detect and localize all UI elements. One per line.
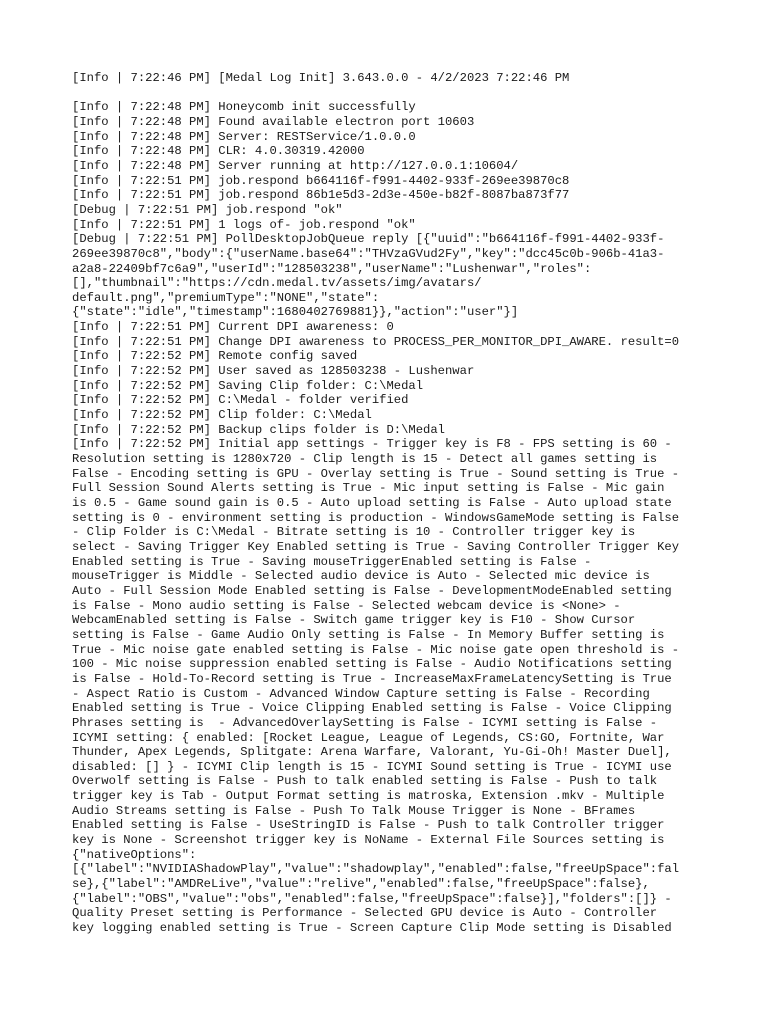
log-line-init: [Info | 7:22:46 PM] [Medal Log Init] 3.643.0.0 - 4/2/2023 7:22:46 PM [72, 71, 570, 85]
log-line: [Info | 7:22:52 PM] Backup clips folder is D:\Medal [72, 422, 445, 437]
log-line: [Info | 7:22:51 PM] Current DPI awareness: 0 [72, 320, 394, 335]
blank-line [72, 86, 702, 101]
log-line: [Info | 7:22:48 PM] Server running at http://127.0.0.1:10604/ [72, 158, 519, 173]
log-line: [Info | 7:22:48 PM] CLR: 4.0.30319.42000 [72, 144, 365, 159]
log-line: [Info | 7:22:51 PM] job.respond b664116f-f991-4402-933f-269ee39870c8 [72, 173, 570, 188]
log-line: [Debug | 7:22:51 PM] job.respond "ok" [72, 202, 343, 217]
log-line: [Info | 7:22:52 PM] Remote config saved [72, 349, 358, 364]
log-line: [Info | 7:22:51 PM] Change DPI awareness to PROCESS_PER_MONITOR_DPI_AWARE. result=0 [72, 334, 680, 349]
log-line: [Info | 7:22:52 PM] Saving Clip folder: C:\Medal [72, 378, 424, 393]
log-line: [Info | 7:22:52 PM] C:\Medal - folder verified [72, 393, 409, 408]
log-line: [Info | 7:22:51 PM] 1 logs of- job.respond "ok" [72, 217, 416, 232]
log-line-initial-settings: [Info | 7:22:52 PM] Initial app settings - Trigger key is F8 - FPS setting is 60 - Resolution setting is 1280x720 - Clip length is 15 - Detect all games setting is False - Encoding setting is GPU - Overlay setting is True - Sound setting is True - Full Session Sound Alerts setting is True - Mic input setting is False - Mic gain is 0.5 - Game sound gain is 0.5 - Auto upload setting is False - Auto upload state setting is 0 - environment setting is production - WindowsGameMode setting is False - Clip Folder is C:\Medal - Bitrate setting is 10 - Controller trigger key is select - Saving Trigger Key Enabled setting is True - Saving Controller Trigger Key Enabled setting is True - Saving mouseTriggerEnabled setting is False - mouseTrigger is Middle - Selected audio device is Auto - Selected mic device is Auto - Full Session Mode Enabled setting is False - DevelopmentModeEnabled setting is False - Mono audio setting is False - Selected webcam device is <None> - WebcamEnabled setting is False - Switch game trigger key is F10 - Show Cursor setting is False - Game Audio Only setting is False - In Memory Buffer setting is True - Mic noise gate enabled setting is False - Mic noise gate open threshold is - 100 - Mic noise suppression enabled setting is False - Audio Notifications setting is False - Hold-To-Record setting is True - IncreaseMaxFrameLatencySetting is True - Aspect Ratio is Custom - Advanced Window Capture setting is False - Recording Enabled setting is True - Voice Clipping Enabled setting is False - Voice Clipping Phrases setting is - AdvancedOverlaySetting is False - ICYMI setting is False - ICYMI setting: { enabled: [Rocket League, League of Legends, CS:GO, Fortnite, War Thunder, Apex Legends, Splitgate: Arena Warfare, Valorant, Yu-Gi-Oh! Master Duel], disabled: [] } - ICYMI Clip length is 15 - ICYMI Sound setting is True - ICYMI use Overwolf setting is False - Push to talk enabled setting is False - Push to talk trigger key is Tab - Output Format setting is matroska, Extension .mkv - Multiple Audio Streams setting is False - Push To Talk Mouse Trigger is None - BFrames Enabled setting is False - UseStringID is False - Push to talk Controller trigger key is None - Screenshot trigger key is NoName - External File Sources setting is {"nativeOptions": [{"label":"NVIDIAShadowPlay","value":"shadowplay","enabled":false,"freeUpSpace":fal se},{"label":"AMDReLive","value":"relive","enabled":false,"freeUpSpace":false}, {"label":"OBS","value":"obs","enabled":false,"freeUpSpace":false}],"folders":[]} - Quality Preset setting is Performance - Selected GPU device is Auto - Controller key logging enabled setting is True - Screen Capture Clip Mode setting is Disabled [72, 437, 680, 936]
log-line: [Info | 7:22:51 PM] job.respond 86b1e5d3-2d3e-450e-b82f-8087ba873f77 [72, 188, 570, 203]
log-text [72, 71, 702, 936]
log-line-poll-reply: [Debug | 7:22:51 PM] PollDesktopJobQueue reply [{"uuid":"b664116f-f991-4402-933f- 269ee39870c8","body":{"userName.base64":"THVzaGVud2Fy","key":"dcc45c0b-906b-41a3- a2a8-22409bf7c6a9","userId":"128503238","userName":"Lushenwar","roles": [],"thumbnail":"https://cdn.medal.tv/assets/img/avatars/ default.png","premiumType":"NONE","state": {"state":"idle","timestamp":1680402769881}},"action":"user"}] [72, 232, 665, 320]
log-line: [Info | 7:22:48 PM] Found available electron port 10603 [72, 114, 475, 129]
log-line: [Info | 7:22:52 PM] User saved as 128503238 - Lushenwar [72, 364, 475, 379]
log-line: [Info | 7:22:48 PM] Honeycomb init successfully [72, 100, 416, 115]
log-line: [Info | 7:22:52 PM] Clip folder: C:\Medal [72, 408, 372, 423]
log-line: [Info | 7:22:48 PM] Server: RESTService/1.0.0.0 [72, 129, 416, 144]
